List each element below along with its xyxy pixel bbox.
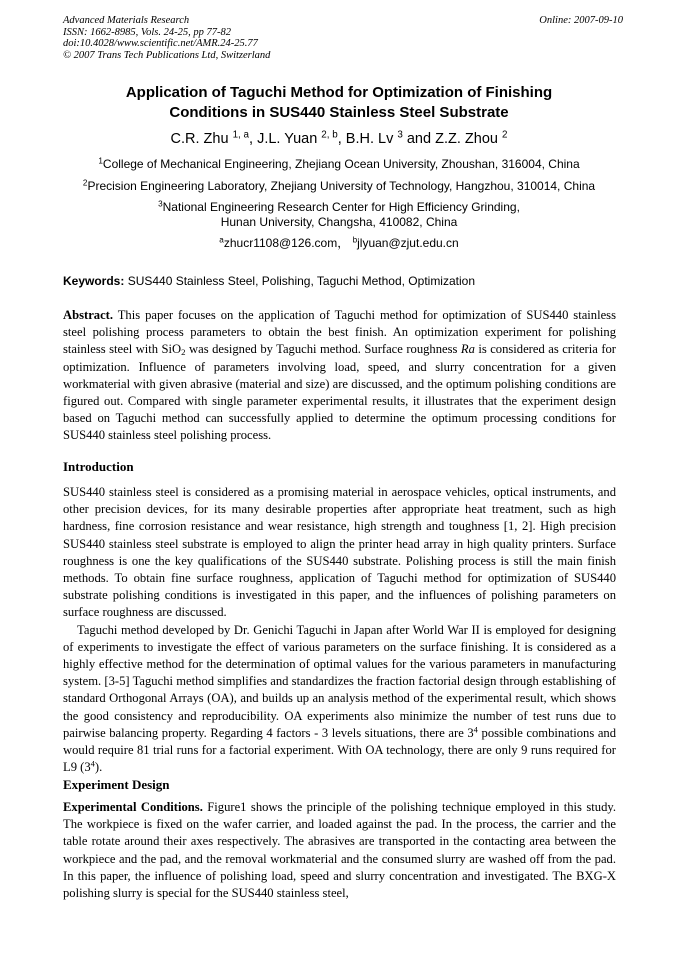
- copyright: © 2007 Trans Tech Publications Ltd, Switzerland: [63, 49, 271, 61]
- experiment-body: [63, 799, 616, 902]
- email-line: [40, 236, 638, 251]
- affiliation-1: [40, 157, 638, 172]
- email-mark: b: [352, 235, 358, 245]
- affil-mark: 3: [158, 199, 163, 209]
- author-name: C.R. Zhu: [170, 131, 229, 147]
- affil-mark: 1: [98, 156, 103, 166]
- author-affil-mark: 1, a: [232, 129, 249, 141]
- author-separator: ,: [249, 131, 258, 147]
- keywords-label: Keywords:: [63, 274, 125, 288]
- abstract: [63, 307, 616, 445]
- paragraph: SUS440 stainless steel is considered as a promising material in aerospace vehicles, optical instruments, and other precision devices, for its many desirable properties after appropriate heat treatment, such as high hardness, fine corrosion resistance and wear resistance, high strength and toughness [1, 2]. High precision SUS440 stainless steel substrate is employed to align the printer head array in high quality printers. Surface roughness is one the key qualifications of the SUS440 substrate. Polishing process is still the main finish methods. To obtain fine surface roughness, application of Taguchi method for optimization of SUS440 substrate polishing conditions is investigated in this paper, and the influences of polishing parameters on surface roughness are discussed.: [63, 485, 616, 620]
- introduction-body: [63, 484, 616, 776]
- author-affil-mark: 2, b: [321, 129, 338, 141]
- title-line-1: Application of Taguchi Method for Optimization of Finishing: [125, 84, 553, 101]
- email-b[interactable]: jlyuan@zjut.edu.cn: [357, 236, 459, 250]
- author-affil-mark: 3: [397, 129, 403, 141]
- keywords: [63, 274, 618, 289]
- journal-header: [63, 15, 623, 61]
- author-name: B.H. Lv: [345, 131, 394, 147]
- paragraph: [63, 622, 616, 777]
- affil-text: National Engineering Research Center for High Efficiency Grinding,: [162, 200, 520, 214]
- paper-title: [60, 83, 618, 123]
- author-name: Z.Z. Zhou: [435, 131, 498, 147]
- email-separator: ，: [337, 236, 350, 250]
- affiliation-2: [40, 179, 638, 194]
- affil-text: Precision Engineering Laboratory, Zhejiang University of Technology, Hangzhou, 310014, China: [87, 179, 596, 193]
- paragraph-text: Taguchi method developed by Dr. Genichi Taguchi in Japan after World War II is employed for designing of experiments to investigate the effect of various parameters on the surface finishing. It is considered as a highly effective method for the determination of optimal values for the various parameters in manufacturing system. [3-5] Taguchi method simplifies and standardizes the fraction factorial design through establishing of standard Orthogonal Arrays (OA), and builds up an analysis method of the experimental result, which shows the good consistency and reproducibility. OA experiments also minimize the number of test runs due to pairwise balancing property. Regarding 4 factors - 3 levels situations, there are 3: [63, 622, 616, 740]
- author-separator: ,: [337, 131, 346, 147]
- affil-text-line2: Hunan University, Changsha, 410082, China: [220, 215, 458, 229]
- email-mark: a: [219, 235, 224, 245]
- abstract-text: This paper focuses on the application of Taguchi method for optimization of SUS440 stainless steel polishing process parameters to obtain the best finish. An optimization experiment for polishing stainless steel with SiO: [63, 308, 616, 357]
- subsection-label: Experimental Conditions.: [63, 800, 203, 814]
- doi: doi:10.4028/www.scientific.net/AMR.24-25.77: [63, 38, 258, 49]
- author-list: [60, 130, 618, 148]
- author-and: and: [402, 131, 436, 147]
- author-name: J.L. Yuan: [257, 131, 318, 147]
- issn: ISSN: 1662-8985, Vols. 24-25, pp 77-82: [63, 26, 231, 38]
- symbol-ra: Ra: [460, 342, 475, 357]
- abstract-text: was designed by Taguchi method. Surface roughness: [185, 342, 461, 357]
- paragraph-text: possible combinations and would require 81 trial runs for a factorial experiment. With OA technology, there are only 9 runs required for L9 (3: [63, 725, 616, 775]
- abstract-text: is considered as criteria for optimization. Influence of parameters involving load, speed, and slurry concentration for a given workmaterial with given abrasive (material and size) are discussed, and the optimum polishing conditions are figured out. Compared with single parameter experimental results, it illustrates that the experiment design based on Taguchi method can successfully applied to determine the optimum processing conditions for SUS440 stainless steel polishing process.: [63, 342, 616, 443]
- title-line-2: Conditions in SUS440 Stainless Steel Substrate: [169, 104, 509, 121]
- abstract-label: Abstract.: [63, 308, 114, 322]
- section-heading-experiment: Experiment Design: [63, 777, 170, 792]
- superscript: 4: [473, 724, 478, 735]
- affil-text: College of Mechanical Engineering, Zhejiang Ocean University, Zhoushan, 316004, China: [102, 157, 580, 171]
- paragraph-text: ).: [94, 760, 103, 775]
- journal-name: Advanced Materials Research: [63, 15, 190, 26]
- paragraph-text: Figure1 shows the principle of the polishing technique employed in this study. The workpiece is fixed on the wafer carrier, and loaded against the pad. In the process, the carrier and the table rotate around their axes respectively. The abrasives are transported in the contacting area between the workpiece and the pad, and the removal workmaterial and the consumed slurry are washed off from the pad. In this paper, the influence of polishing load, speed and slurry concentration and investigated. The BXG-X polishing slurry is special for the SUS440 stainless steel,: [63, 800, 616, 901]
- author-affil-mark: 2: [501, 129, 508, 141]
- online-date: Online: 2007-09-10: [539, 15, 623, 26]
- keywords-text: SUS440 Stainless Steel, Polishing, Taguchi Method, Optimization: [124, 274, 475, 288]
- subscript: 2: [181, 347, 186, 358]
- email-a[interactable]: zhucr1108@126.com: [223, 236, 338, 250]
- section-heading-introduction: Introduction: [63, 459, 134, 474]
- affiliation-3: [40, 200, 638, 230]
- affil-mark: 2: [82, 178, 88, 188]
- superscript: 4: [90, 758, 95, 769]
